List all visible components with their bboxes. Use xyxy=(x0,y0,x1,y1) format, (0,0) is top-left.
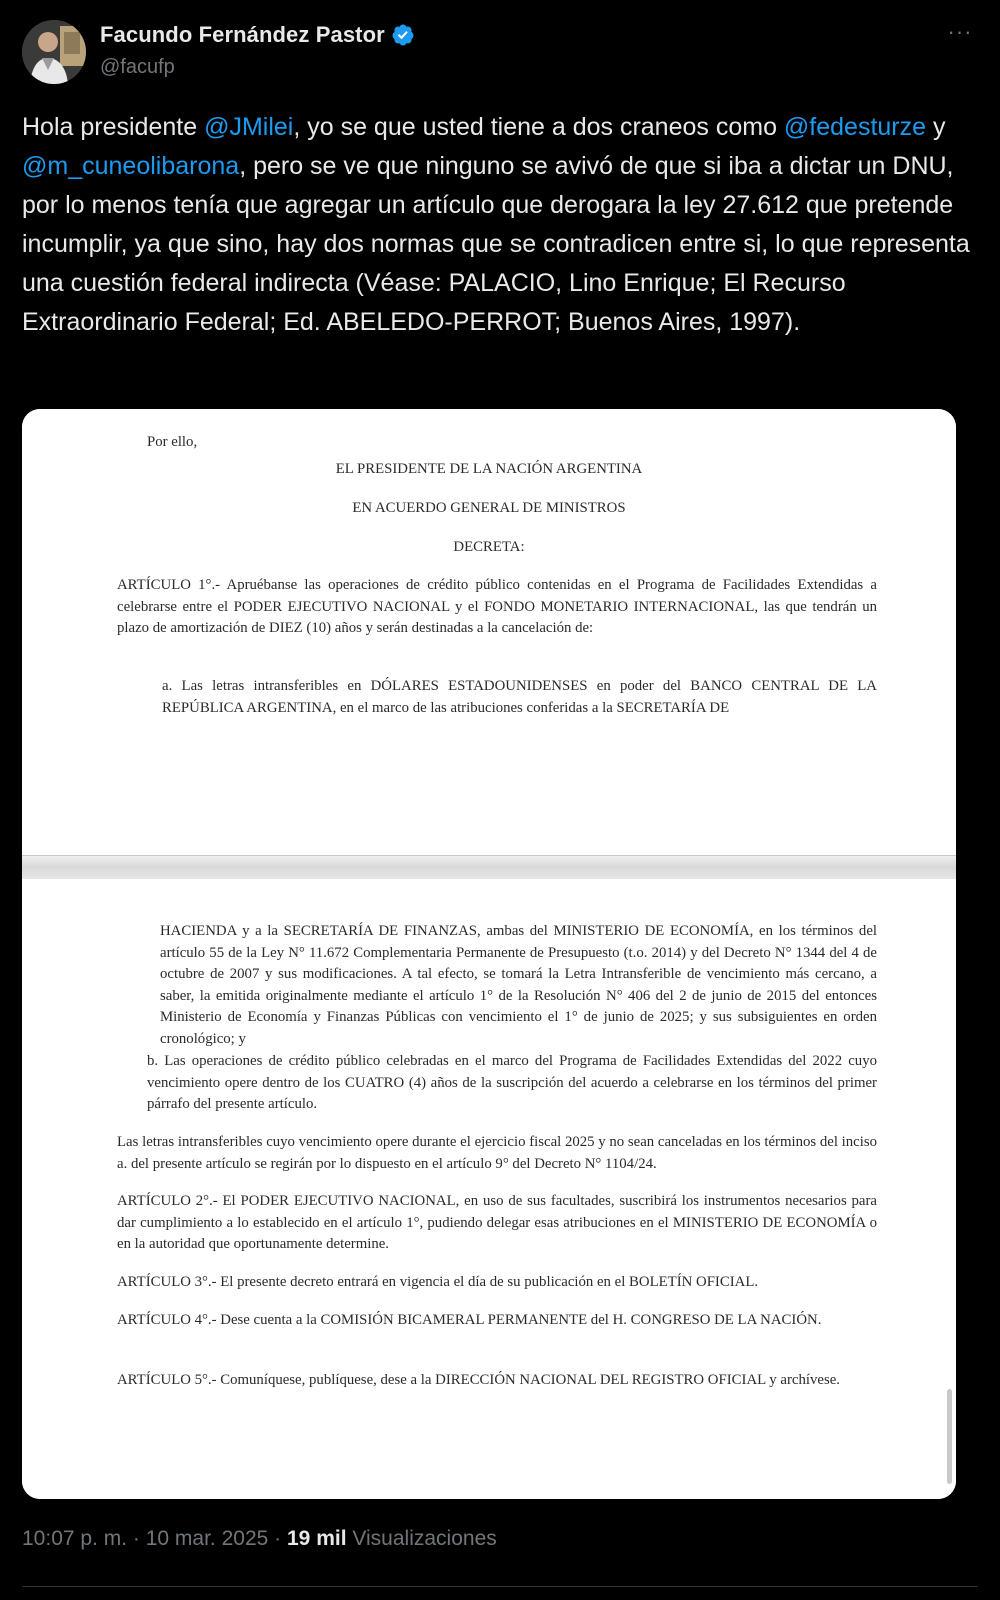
doc-heading-decreta: DECRETA: xyxy=(453,539,525,555)
doc-article-4: ARTÍCULO 4°.- Dese cuenta a la COMISIÓN BICAMERAL PERMANENTE del H. CONGRESO DE LA NACIÓN. xyxy=(117,1312,822,1328)
meta-separator: · xyxy=(127,1527,146,1550)
doc-item-a-part1: a. Las letras intransferibles en DÓLARES ESTADOUNIDENSES en poder del BANCO CENTRAL DE LA REPÚBLICA ARGENTINA, en el marco de las atribuciones conferidas a la SECRETARÍA DE xyxy=(162,678,877,716)
doc-article-3: ARTÍCULO 3°.- El presente decreto entrará en vigencia el día de su publicación en el BOLETÍN OFICIAL. xyxy=(117,1274,759,1290)
document-page-2 xyxy=(22,879,956,1499)
tweet-text-part: Hola presidente xyxy=(22,113,205,141)
doc-por-ello: Por ello, xyxy=(147,434,198,450)
tweet-header xyxy=(22,20,978,90)
tweet-meta xyxy=(22,1527,497,1551)
views-count: 19 mil xyxy=(287,1527,347,1550)
attached-document-image[interactable] xyxy=(22,409,956,1499)
doc-article-1: ARTÍCULO 1°.- Apruébanse las operaciones de crédito público contenidas en el Programa de Facilidades Extendidas a celebrarse entre el PODER EJECUTIVO NACIONAL y el FONDO MONETARIO INTERNACIONAL, las que tendrán un plazo de amortización de DIEZ (10) años y serán destinadas a la cancelación de: xyxy=(117,577,877,636)
avatar[interactable] xyxy=(22,20,86,84)
doc-item-a-part2: HACIENDA y a la SECRETARÍA DE FINANZAS, ambas del MINISTERIO DE ECONOMÍA, en los términos del artículo 55 de la Ley N° 11.672 Complementaria Permanente de Presupuesto (t.o. 2014) y del Decreto N° 1344 del 4 de octubre de 2007 y sus modificaciones. A tal efecto, se tomará la Letra Intransferible de vencimiento más cercano, a saber, la emitida originalmente mediante el artículo 1° de la Resolución N° 406 del 2 de junio de 2015 del entonces Ministerio de Economía y Finanzas Públicas con vencimiento el 1° de junio de 2025; y sus subsiguientes en orden cronológico; y xyxy=(160,923,877,1047)
tweet-text-part: , yo se que usted tiene a dos craneos como xyxy=(293,113,784,141)
doc-article-2: ARTÍCULO 2°.- El PODER EJECUTIVO NACIONAL, en uso de sus facultades, suscribirá los instrumentos necesarios para dar cumplimiento a lo establecido en el artículo 1°, pudiendo delegar esas atribuciones en el MINISTERIO DE ECONOMÍA o en la autoridad que oportunamente determine. xyxy=(117,1193,877,1252)
doc-heading-president: EL PRESIDENTE DE LA NACIÓN ARGENTINA xyxy=(335,461,643,477)
handle[interactable]: @facufp xyxy=(100,56,175,78)
more-options-icon[interactable]: ··· xyxy=(947,19,973,44)
name-row xyxy=(100,22,415,48)
document-page-1 xyxy=(22,409,956,855)
mention-link-jmilei[interactable]: @JMilei xyxy=(204,113,294,141)
doc-heading-ministers: EN ACUERDO GENERAL DE MINISTROS xyxy=(352,500,626,516)
tweet-text-part: y xyxy=(926,113,946,141)
tweet-date[interactable]: 10 mar. 2025 xyxy=(145,1527,269,1550)
doc-letras-paragraph: Las letras intransferibles cuyo vencimiento opere durante el ejercicio fiscal 2025 y no sean canceladas en los términos del inciso a. del presente artículo se regirán por lo dispuesto en el artículo 9° del Decreto N° 1104/24. xyxy=(117,1134,877,1172)
verified-badge-icon xyxy=(391,23,415,47)
meta-separator: · xyxy=(268,1527,287,1550)
avatar-photo-icon xyxy=(22,20,86,84)
doc-article-5: ARTÍCULO 5°.- Comuníquese, publíquese, dese a la DIRECCIÓN NACIONAL DEL REGISTRO OFICIAL y archívese. xyxy=(117,1372,840,1388)
tweet-time[interactable]: 10:07 p. m. xyxy=(22,1527,128,1550)
document-scrollbar[interactable] xyxy=(947,1389,952,1484)
tweet-text-part: , pero se ve que ninguno se avivó de que si iba a dictar un DNU, por lo menos tenía que agregar un artículo que derogara la ley 27.612 que pretende incumplir, ya que sino, hay dos normas que se contradicen entre si, lo que representa una cuestión federal indirecta (Véase: PALACIO, Lino Enrique; El Recurso Extraordinario Federal; Ed. ABELEDO-PERROT; Buenos Aires, 1997). xyxy=(22,152,970,336)
mention-link-fedesturze[interactable]: @fedesturze xyxy=(783,113,927,141)
doc-item-b: b. Las operaciones de crédito público celebradas en el marco del Programa de Facilidades Extendidas del 2022 cuyo vencimiento opere dentro de los CUATRO (4) años de la suscripción del acuerdo a celebrarse en los términos del primer párrafo del presente artículo. xyxy=(147,1053,877,1112)
mention-link-cuneolibarona[interactable]: @m_cuneolibarona xyxy=(22,152,240,180)
page-break xyxy=(22,855,956,881)
tweet-text xyxy=(22,108,972,342)
views-label: Visualizaciones xyxy=(346,1527,497,1550)
divider xyxy=(22,1586,978,1587)
display-name[interactable]: Facundo Fernández Pastor xyxy=(100,22,385,47)
